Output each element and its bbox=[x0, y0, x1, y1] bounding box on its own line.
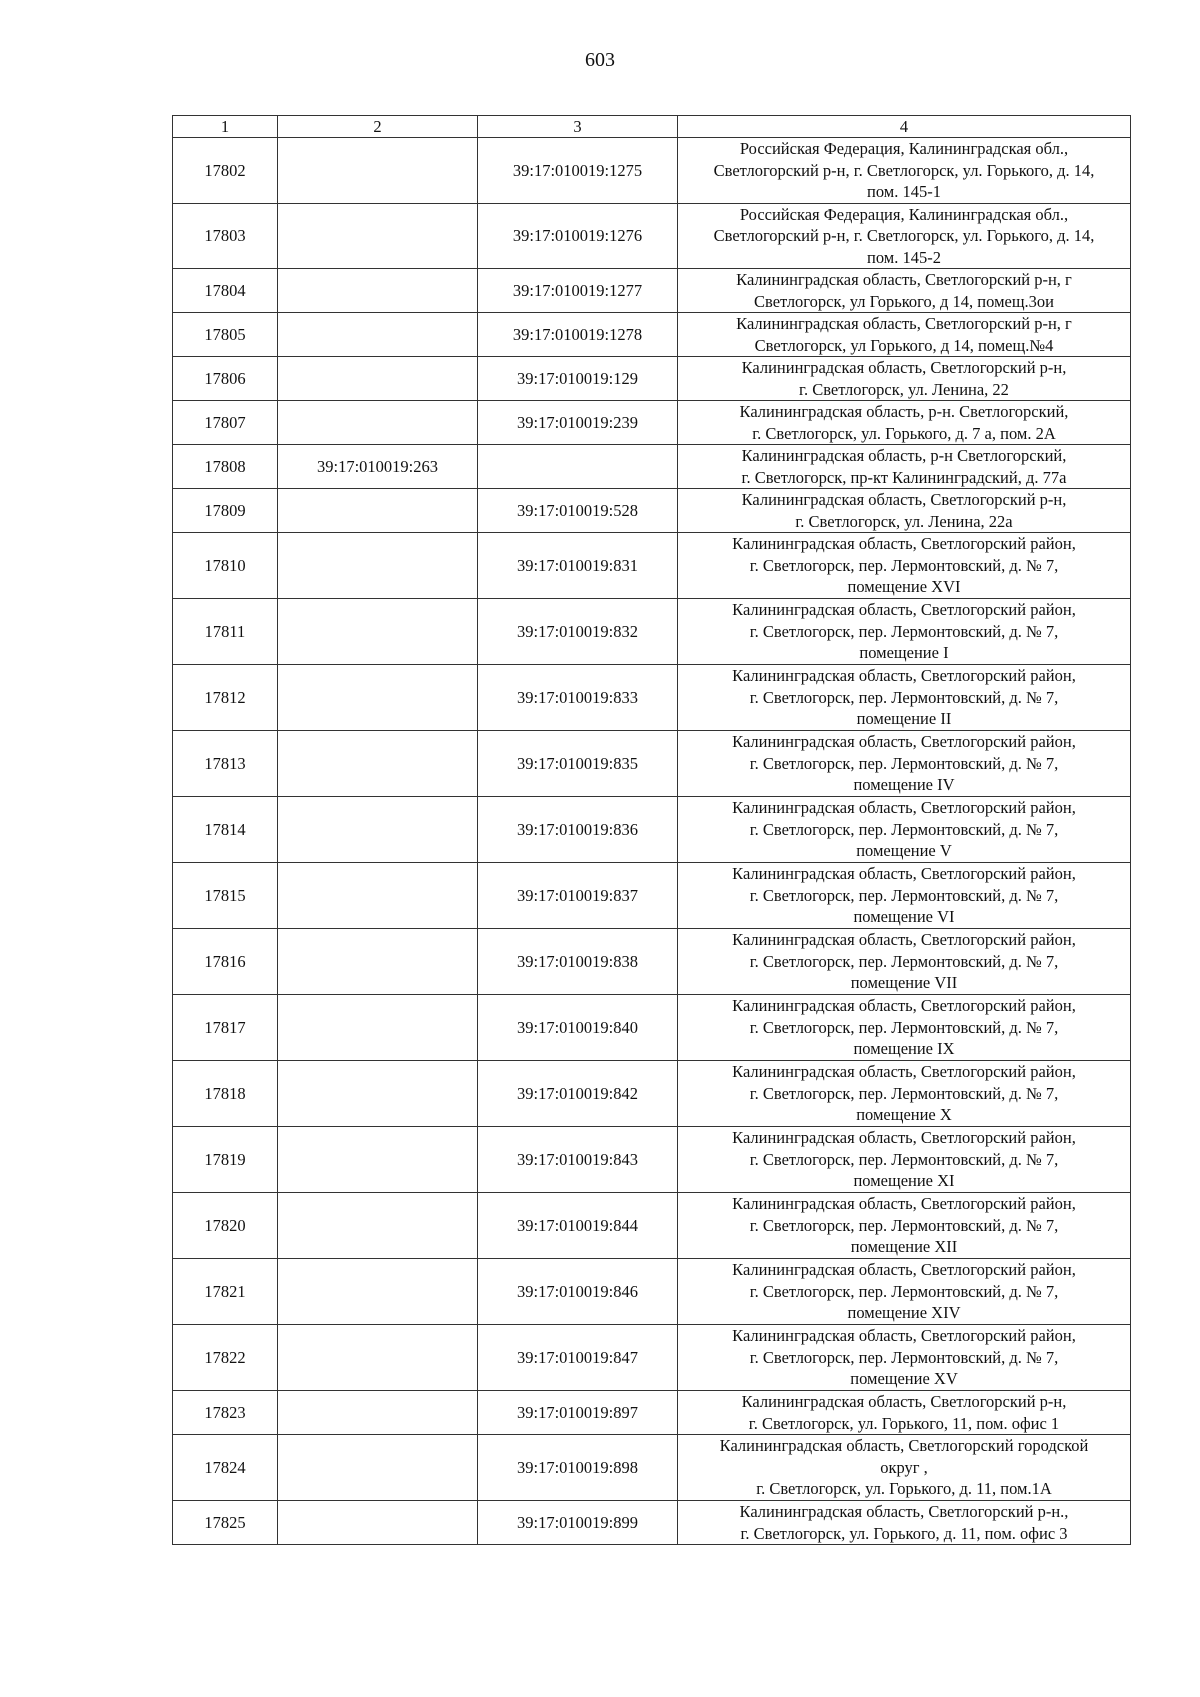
address-cell: Калининградская область, Светлогорский р-н, г. Светлогорск, ул. Ленина, 22а bbox=[678, 489, 1131, 533]
table-row bbox=[173, 1391, 1131, 1435]
cadastral-number-col2 bbox=[278, 995, 478, 1061]
address-cell: Калининградская область, Светлогорский район, г. Светлогорск, пер. Лермонтовский, д. № 7, помещение XII bbox=[678, 1193, 1131, 1259]
address-cell: Калининградская область, Светлогорский район, г. Светлогорск, пер. Лермонтовский, д. № 7, помещение V bbox=[678, 797, 1131, 863]
cadastral-number-col2 bbox=[278, 489, 478, 533]
row-number: 17820 bbox=[173, 1193, 278, 1259]
table-row bbox=[173, 1325, 1131, 1391]
column-header-3: 3 bbox=[478, 116, 678, 138]
row-number: 17819 bbox=[173, 1127, 278, 1193]
address-cell: Калининградская область, Светлогорский р-н, г Светлогорск, ул Горького, д 14, помещ.3ои bbox=[678, 269, 1131, 313]
table-row bbox=[173, 929, 1131, 995]
cadastral-number-col3: 39:17:010019:837 bbox=[478, 863, 678, 929]
row-number: 17805 bbox=[173, 313, 278, 357]
cadastral-number-col2 bbox=[278, 401, 478, 445]
cadastral-number-col2 bbox=[278, 1435, 478, 1501]
cadastral-number-col3: 39:17:010019:840 bbox=[478, 995, 678, 1061]
address-cell: Калининградская область, Светлогорский р-н., г. Светлогорск, ул. Горького, д. 11, пом. офис 3 bbox=[678, 1501, 1131, 1545]
address-cell: Калининградская область, Светлогорский район, г. Светлогорск, пер. Лермонтовский, д. № 7, помещение I bbox=[678, 599, 1131, 665]
address-cell: Калининградская область, Светлогорский район, г. Светлогорск, пер. Лермонтовский, д. № 7, помещение X bbox=[678, 1061, 1131, 1127]
row-number: 17815 bbox=[173, 863, 278, 929]
row-number: 17803 bbox=[173, 203, 278, 269]
row-number: 17810 bbox=[173, 533, 278, 599]
address-cell: Калининградская область, Светлогорский городской округ , г. Светлогорск, ул. Горького, д. 11, пом.1А bbox=[678, 1435, 1131, 1501]
table-row bbox=[173, 138, 1131, 204]
cadastral-number-col3: 39:17:010019:897 bbox=[478, 1391, 678, 1435]
column-header-4: 4 bbox=[678, 116, 1131, 138]
row-number: 17809 bbox=[173, 489, 278, 533]
cadastral-number-col2 bbox=[278, 313, 478, 357]
cadastral-number-col3: 39:17:010019:528 bbox=[478, 489, 678, 533]
cadastral-number-col2: 39:17:010019:263 bbox=[278, 445, 478, 489]
cadastral-number-col3: 39:17:010019:847 bbox=[478, 1325, 678, 1391]
address-cell: Российская Федерация, Калининградская обл., Светлогорский р-н, г. Светлогорск, ул. Горького, д. 14, пом. 145-2 bbox=[678, 203, 1131, 269]
table-row bbox=[173, 731, 1131, 797]
cadastral-number-col2 bbox=[278, 599, 478, 665]
cadastral-number-col2 bbox=[278, 1325, 478, 1391]
cadastral-number-col2 bbox=[278, 1501, 478, 1545]
cadastral-number-col3: 39:17:010019:843 bbox=[478, 1127, 678, 1193]
cadastral-number-col3: 39:17:010019:832 bbox=[478, 599, 678, 665]
cadastral-number-col3: 39:17:010019:836 bbox=[478, 797, 678, 863]
page-number: 603 bbox=[585, 49, 615, 71]
row-number: 17814 bbox=[173, 797, 278, 863]
row-number: 17817 bbox=[173, 995, 278, 1061]
table-row bbox=[173, 1259, 1131, 1325]
address-cell: Калининградская область, Светлогорский р-н, г Светлогорск, ул Горького, д 14, помещ.№4 bbox=[678, 313, 1131, 357]
row-number: 17825 bbox=[173, 1501, 278, 1545]
cadastral-number-col3: 39:17:010019:898 bbox=[478, 1435, 678, 1501]
cadastral-number-col2 bbox=[278, 929, 478, 995]
cadastral-number-col2 bbox=[278, 1193, 478, 1259]
address-cell: Калининградская область, Светлогорский район, г. Светлогорск, пер. Лермонтовский, д. № 7, помещение XIV bbox=[678, 1259, 1131, 1325]
cadastral-number-col3: 39:17:010019:239 bbox=[478, 401, 678, 445]
cadastral-number-col3: 39:17:010019:844 bbox=[478, 1193, 678, 1259]
table-row bbox=[173, 1061, 1131, 1127]
cadastral-number-col2 bbox=[278, 1259, 478, 1325]
address-cell: Калининградская область, Светлогорский район, г. Светлогорск, пер. Лермонтовский, д. № 7, помещение XI bbox=[678, 1127, 1131, 1193]
row-number: 17823 bbox=[173, 1391, 278, 1435]
cadastral-number-col3: 39:17:010019:1278 bbox=[478, 313, 678, 357]
cadastral-number-col3: 39:17:010019:835 bbox=[478, 731, 678, 797]
table-row bbox=[173, 1127, 1131, 1193]
cadastral-number-col2 bbox=[278, 533, 478, 599]
table-row bbox=[173, 863, 1131, 929]
row-number: 17807 bbox=[173, 401, 278, 445]
table-row bbox=[173, 401, 1131, 445]
address-cell: Калининградская область, Светлогорский р-н, г. Светлогорск, ул. Горького, 11, пом. офис 1 bbox=[678, 1391, 1131, 1435]
column-header-1: 1 bbox=[173, 116, 278, 138]
cadastral-number-col2 bbox=[278, 731, 478, 797]
cadastral-number-col2 bbox=[278, 797, 478, 863]
address-cell: Калининградская область, р-н. Светлогорский, г. Светлогорск, ул. Горького, д. 7 а, пом. 2А bbox=[678, 401, 1131, 445]
cadastral-number-col3 bbox=[478, 445, 678, 489]
row-number: 17806 bbox=[173, 357, 278, 401]
table-row bbox=[173, 269, 1131, 313]
row-number: 17818 bbox=[173, 1061, 278, 1127]
row-number: 17813 bbox=[173, 731, 278, 797]
table-row bbox=[173, 357, 1131, 401]
cadastral-number-col2 bbox=[278, 203, 478, 269]
cadastral-number-col2 bbox=[278, 357, 478, 401]
table-row bbox=[173, 489, 1131, 533]
address-cell: Калининградская область, Светлогорский район, г. Светлогорск, пер. Лермонтовский, д. № 7, помещение II bbox=[678, 665, 1131, 731]
address-cell: Калининградская область, Светлогорский район, г. Светлогорск, пер. Лермонтовский, д. № 7, помещение IX bbox=[678, 995, 1131, 1061]
column-header-2: 2 bbox=[278, 116, 478, 138]
table-row bbox=[173, 313, 1131, 357]
address-cell: Калининградская область, р-н Светлогорский, г. Светлогорск, пр-кт Калининградский, д. 77а bbox=[678, 445, 1131, 489]
table-row bbox=[173, 665, 1131, 731]
row-number: 17816 bbox=[173, 929, 278, 995]
cadastral-number-col2 bbox=[278, 1061, 478, 1127]
address-cell: Калининградская область, Светлогорский район, г. Светлогорск, пер. Лермонтовский, д. № 7, помещение XV bbox=[678, 1325, 1131, 1391]
cadastral-number-col2 bbox=[278, 269, 478, 313]
table-row bbox=[173, 533, 1131, 599]
header-row bbox=[173, 116, 1131, 138]
table-row bbox=[173, 797, 1131, 863]
cadastral-number-col3: 39:17:010019:1275 bbox=[478, 138, 678, 204]
cadastral-number-col3: 39:17:010019:1276 bbox=[478, 203, 678, 269]
address-cell: Калининградская область, Светлогорский район, г. Светлогорск, пер. Лермонтовский, д. № 7, помещение IV bbox=[678, 731, 1131, 797]
cadastral-number-col2 bbox=[278, 1127, 478, 1193]
cadastral-number-col3: 39:17:010019:838 bbox=[478, 929, 678, 995]
address-cell: Калининградская область, Светлогорский р-н, г. Светлогорск, ул. Ленина, 22 bbox=[678, 357, 1131, 401]
address-cell: Калининградская область, Светлогорский район, г. Светлогорск, пер. Лермонтовский, д. № 7, помещение VII bbox=[678, 929, 1131, 995]
row-number: 17821 bbox=[173, 1259, 278, 1325]
table-row bbox=[173, 599, 1131, 665]
registry-table bbox=[172, 115, 1131, 1545]
table-row bbox=[173, 1193, 1131, 1259]
cadastral-number-col2 bbox=[278, 138, 478, 204]
cadastral-number-col3: 39:17:010019:129 bbox=[478, 357, 678, 401]
table-row bbox=[173, 1435, 1131, 1501]
table-row bbox=[173, 1501, 1131, 1545]
cadastral-number-col3: 39:17:010019:1277 bbox=[478, 269, 678, 313]
row-number: 17812 bbox=[173, 665, 278, 731]
cadastral-number-col3: 39:17:010019:842 bbox=[478, 1061, 678, 1127]
cadastral-number-col3: 39:17:010019:899 bbox=[478, 1501, 678, 1545]
address-cell: Калининградская область, Светлогорский район, г. Светлогорск, пер. Лермонтовский, д. № 7, помещение XVI bbox=[678, 533, 1131, 599]
cadastral-number-col3: 39:17:010019:831 bbox=[478, 533, 678, 599]
table-row bbox=[173, 995, 1131, 1061]
cadastral-number-col3: 39:17:010019:846 bbox=[478, 1259, 678, 1325]
cadastral-number-col2 bbox=[278, 1391, 478, 1435]
row-number: 17811 bbox=[173, 599, 278, 665]
cadastral-number-col2 bbox=[278, 665, 478, 731]
row-number: 17824 bbox=[173, 1435, 278, 1501]
row-number: 17822 bbox=[173, 1325, 278, 1391]
address-cell: Российская Федерация, Калининградская обл., Светлогорский р-н, г. Светлогорск, ул. Горького, д. 14, пом. 145-1 bbox=[678, 138, 1131, 204]
row-number: 17802 bbox=[173, 138, 278, 204]
row-number: 17804 bbox=[173, 269, 278, 313]
cadastral-number-col3: 39:17:010019:833 bbox=[478, 665, 678, 731]
address-cell: Калининградская область, Светлогорский район, г. Светлогорск, пер. Лермонтовский, д. № 7, помещение VI bbox=[678, 863, 1131, 929]
table-row bbox=[173, 203, 1131, 269]
table-row bbox=[173, 445, 1131, 489]
row-number: 17808 bbox=[173, 445, 278, 489]
cadastral-number-col2 bbox=[278, 863, 478, 929]
